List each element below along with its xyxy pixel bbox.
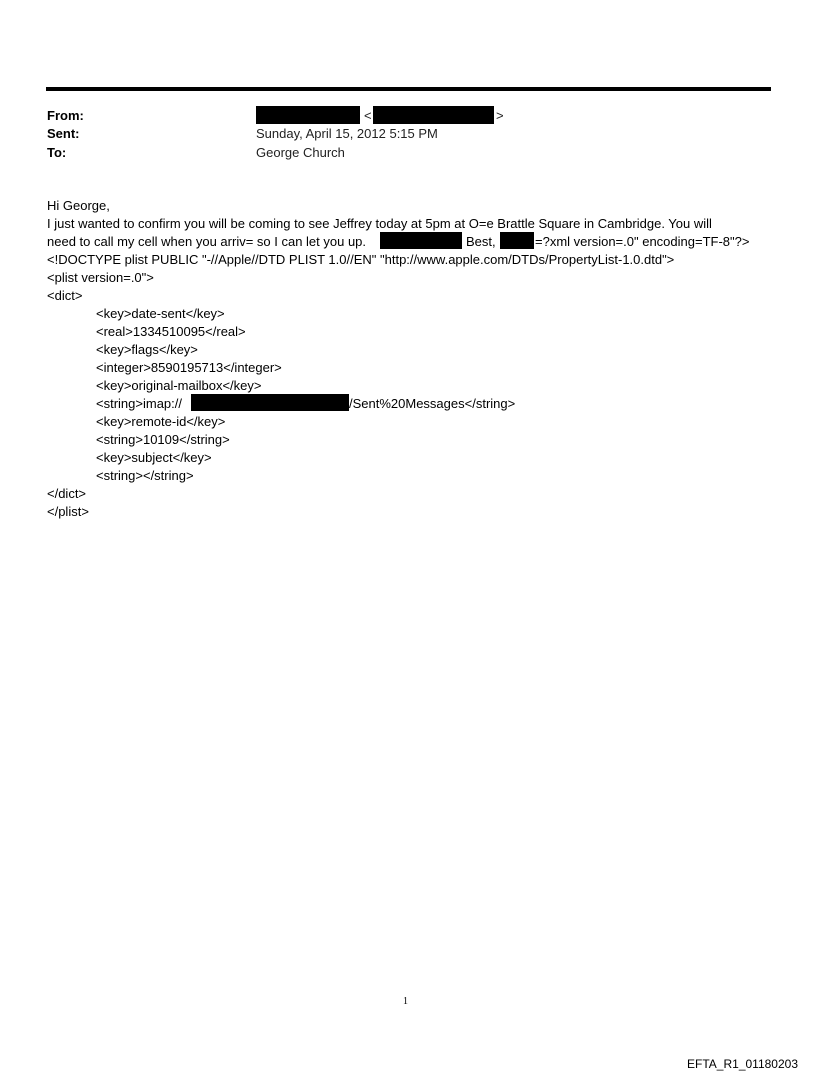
plist-open: <plist version=.0"> [47,270,154,285]
value-mailbox-suffix: /Sent%20Messages</string> [349,396,516,411]
redaction-from-email [373,106,494,124]
key-date-sent: <key>date-sent</key> [96,306,225,321]
redaction-mailbox [191,394,349,411]
body-line-2a: need to call my cell when you arriv= so I can let you up. [47,234,367,249]
key-subject: <key>subject</key> [96,450,212,465]
body-line-1: I just wanted to confirm you will be coming to see Jeffrey today at 5pm at O=e Brattle Square in Cambridge. You will [47,216,712,231]
to-label: To: [47,145,67,160]
to-value: George Church [256,145,345,160]
body-line-2b: Best, [466,234,496,249]
redaction-phone [380,232,462,249]
redaction-sender-signoff [500,232,534,249]
sent-label: Sent: [47,126,80,141]
value-mailbox-prefix: <string>imap:// [96,396,182,411]
key-flags: <key>flags</key> [96,342,198,357]
value-subject: <string></string> [96,468,194,483]
value-flags: <integer>8590195713</integer> [96,360,282,375]
from-angle-open: < [364,108,372,123]
sent-value: Sunday, April 15, 2012 5:15 PM [256,126,438,141]
from-angle-close: > [496,108,504,123]
dict-open: <dict> [47,288,83,303]
key-original-mailbox: <key>original-mailbox</key> [96,378,262,393]
greeting: Hi George, [47,198,110,213]
document-id: EFTA_R1_01180203 [687,1057,798,1071]
from-label: From: [47,108,84,123]
value-date-sent: <real>1334510095</real> [96,324,246,339]
dict-close: </dict> [47,486,87,501]
plist-close: </plist> [47,504,89,519]
page-number: 1 [403,996,408,1007]
redaction-from-name [256,106,360,124]
key-remote-id: <key>remote-id</key> [96,414,226,429]
value-remote-id: <string>10109</string> [96,432,230,447]
body-line-2c: =?xml version=.0" encoding=TF-8"?> [535,234,750,249]
doctype-line: <!DOCTYPE plist PUBLIC "-//Apple//DTD PLIST 1.0//EN" "http://www.apple.com/DTDs/PropertyList-1.0.dtd"> [47,252,675,267]
header-rule [46,87,771,91]
